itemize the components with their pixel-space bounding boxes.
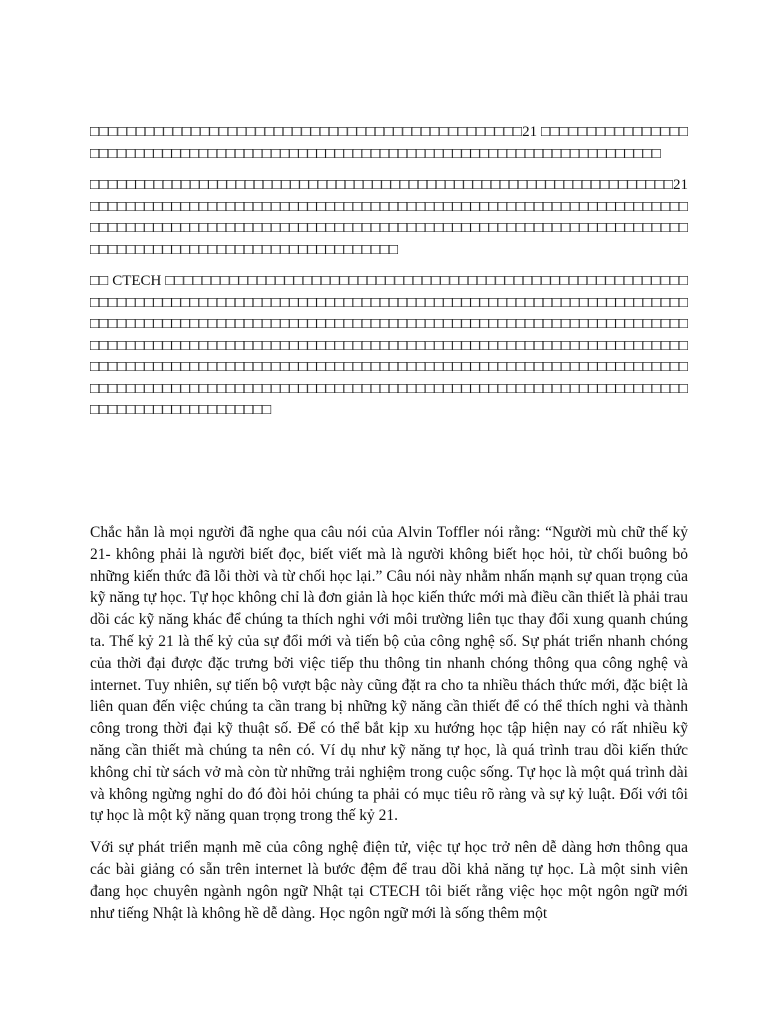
vietnamese-paragraph-1: Chắc hẳn là mọi người đã nghe qua câu nói của Alvin Toffler nói rằng: “Người mù chữ thế kỷ 21- không phải là người biết đọc, biết viết mà là người không biết học hỏi, từ chối buông bỏ những kiến thức đã lỗi thời và từ chối học lại.” Câu nói này nhằm nhấn mạnh sự quan trọng của kỹ năng tự học. Tự học không chỉ là đơn giản là học kiến thức mới mà điều cần thiết là phải trau dồi các kỹ năng khác để chúng ta thích nghi với môi trường liên tục thay đổi xung quanh chúng ta. Thế kỷ 21 là thế kỷ của sự đổi mới và tiến bộ của công nghệ số. Sự phát triển nhanh chóng của thời đại được đặc trưng bởi việc tiếp thu thông tin nhanh chóng thông qua công nghệ và internet. Tuy nhiên, sự tiến bộ vượt bậc này cũng đặt ra cho ta nhiều thách thức mới, đặc biệt là liên quan đến việc chúng ta cần trang bị những kỹ năng cần thiết để có thể thích nghi và thành công trong thời đại kỹ thuật số. Để có thể bắt kịp xu hướng học tập hiện nay có rất nhiều kỹ năng cần thiết mà chúng ta nên có. Ví dụ như kỹ năng tự học, là quá trình trau dồi kiến thức không chỉ từ sách vở mà còn từ những trải nghiệm trong cuộc sống. Tự học là một quá trình dài và không ngừng nghỉ do đó đòi hỏi chúng ta phải có mục tiêu rõ ràng và sự kỷ luật. Đối với tôi tự học là một kỹ năng quan trọng trong thế kỷ 21. — [90, 524, 688, 825]
vietnamese-text-section — [90, 522, 688, 934]
japanese-text-section — [90, 122, 688, 432]
japanese-paragraph-1: □□□□□□□□□□□□□□□□□□□□□□□□□□□□□□□□□□□□□□□□□□□□□□□21 □□□□□□□□□□□□□□□□□□□□□□□□□□□□□□□□□□□□□□□□□□□□□□□□□□□□□□□□□□□□□□□□□□□□□□□□□□□□□□□ — [90, 124, 688, 162]
japanese-paragraph-3: □□ CTECH □□□□□□□□□□□□□□□□□□□□□□□□□□□□□□□□□□□□□□□□□□□□□□□□□□□□□□□□□□□□□□□□□□□□□□□□□□□□□□□□□□□□□□□□□□□□□□□□□□□□□□□□□□□□□□□□□□□□□□□□□□□□□□□□□□□□□□□□□□□□□□□□□□□□□□□□□□□□□□□□□□□□□□□□□□□□□□□□□□□□□□□□□□□□□□□□□□□□□□□□□□□□□□□□□□□□□□□□□□□□□□□□□□□□□□□□□□□□□□□□□□□□□□□□□□□□□□□□□□□□□□□□□□□□□□□□□□□□□□□□□□□□□□□□□□□□□□□□□□□□□□□□□□□□□□□□□□□□□□□□□□□□□□□□□□□□□□□□□□□□□□□□□□□□□□□□□□□□□□□□□□□□□□□□□□□□□□□□□□□□□□□□□□□□□□□□□□□□□□□□□□□□□□□ — [90, 273, 688, 418]
vietnamese-paragraph-2: Với sự phát triển mạnh mẽ của công nghệ điện tử, việc tự học trở nên dễ dàng hơn thông qua các bài giảng có sẵn trên internet là bước đệm để trau dồi khả năng tự học. Là một sinh viên đang học chuyên ngành ngôn ngữ Nhật tại CTECH tôi biết rằng việc học một ngôn ngữ mới như tiếng Nhật là không hề dễ dàng. Học ngôn ngữ mới là sống thêm một — [90, 839, 688, 922]
japanese-paragraph-2: □□□□□□□□□□□□□□□□□□□□□□□□□□□□□□□□□□□□□□□□□□□□□□□□□□□□□□□□□□□□□□□□21 □□□□□□□□□□□□□□□□□□□□□□□□□□□□□□□□□□□□□□□□□□□□□□□□□□□□□□□□□□□□□□□□□□□□□□□□□□□□□□□□□□□□□□□□□□□□□□□□□□□□□□□□□□□□□□□□□□□□□□□□□□□□□□□□□□□□□□□□□□□□□□□□□□□□□□□□□□□□□□□□□□□□□□ — [90, 177, 688, 258]
